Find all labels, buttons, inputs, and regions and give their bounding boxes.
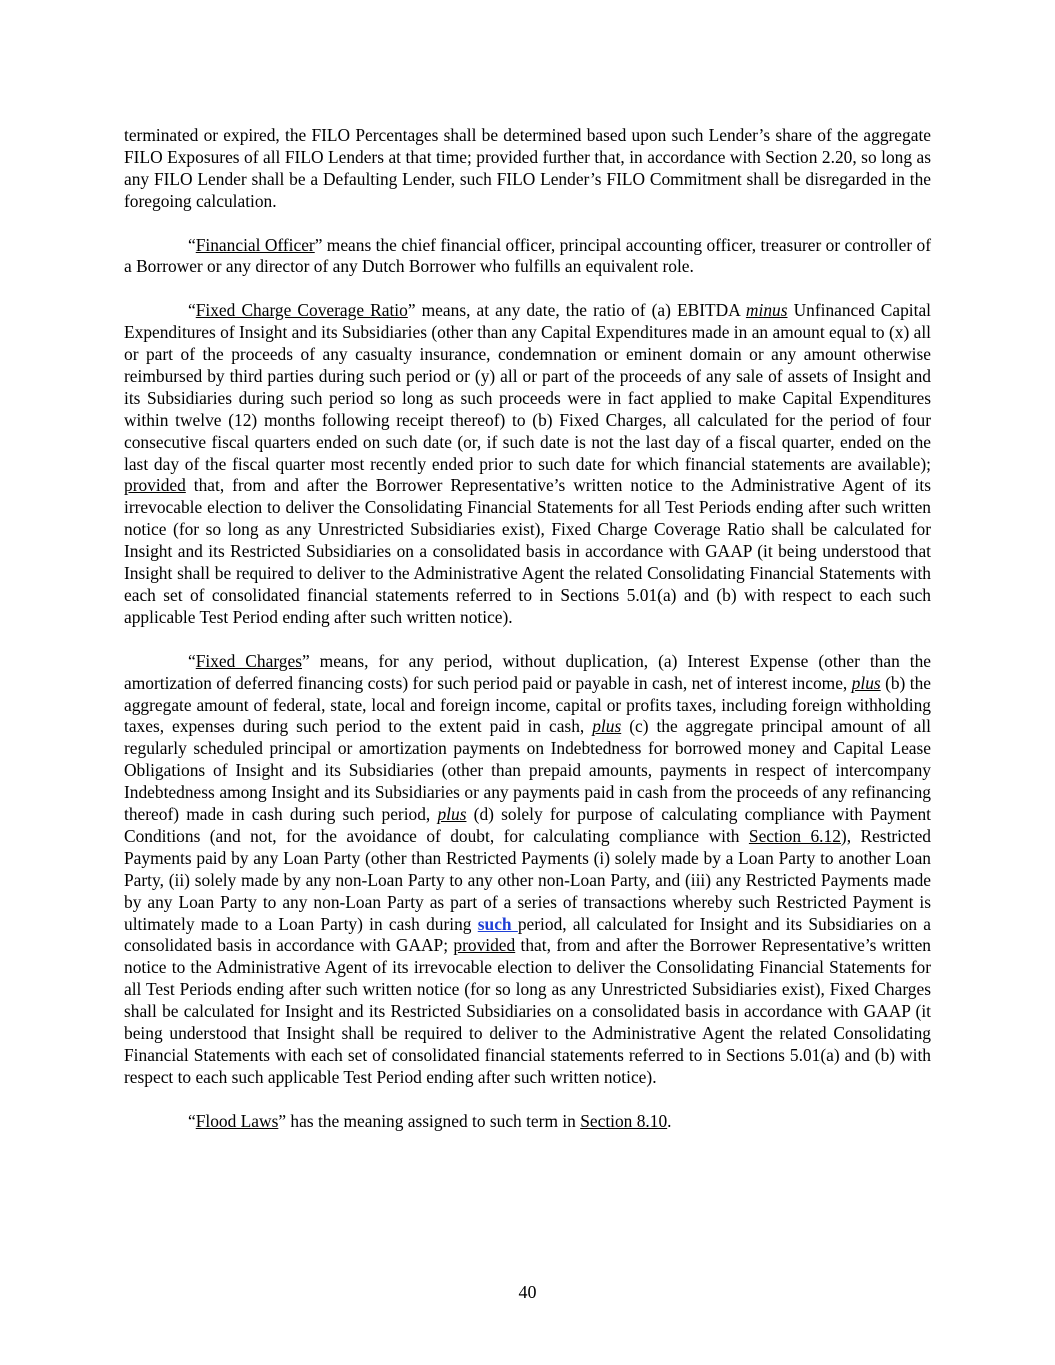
definition-text: period, all calculated for Insight and its Subsidiaries on a consolidated basis in accordance with GAAP; (124, 913, 931, 956)
definition-financial-officer (124, 235, 931, 279)
definition-text: (d) solely for purpose of calculating compliance with Payment Conditions (and not, for the avoidance of doubt, for calculating compliance with (124, 804, 931, 846)
continuation-text: terminated or expired, the FILO Percentages shall be determined based upon such Lender’s share of the aggregate FILO Exposures of all FILO Lenders at that time; provided further that, in accordance with Section 2.20, so long as any FILO Lender shall be a Defaulting Lender, such FILO Lender’s FILO Commitment shall be disregarded in the foregoing calculation. (124, 125, 931, 211)
document-body (124, 125, 931, 1155)
definition-text: (c) the aggregate principal amount of all regularly scheduled principal or amortization payments on Indebtedness for borrowed money and Capital Lease Obligations of Insight and its Subsidiaries (other than prepaid amounts, payments in respect of intercompany Indebtedness among Insight and its Subsidiaries or any payments paid in cash from the proceeds of any refinancing thereof) made in cash during such period, (124, 716, 931, 825)
definition-fixed-charges (124, 651, 931, 1089)
plus-emphasis: plus (851, 672, 881, 693)
continuation-paragraph (124, 125, 931, 213)
definition-fixed-charge-coverage-ratio (124, 300, 931, 629)
open-quote: “ (188, 650, 196, 671)
definition-text: ” means the chief financial officer, principal accounting officer, treasurer or controller of a Borrower or any director of any Dutch Borrower who fulfills an equivalent role. (124, 234, 932, 277)
open-quote: “ (188, 234, 196, 255)
plus-emphasis: plus (437, 804, 467, 825)
definition-text: ” has the meaning assigned to such term in (278, 1110, 581, 1131)
definition-flood-laws (124, 1111, 931, 1133)
definition-text: ” means, for any period, without duplication, (a) Interest Expense (other than the amortization of deferred financing costs) for such period paid or payable in cash, net of interest income, (124, 650, 931, 693)
definition-text: Unfinanced Capital Expenditures of Insight and its Subsidiaries (other than any Capital Expenditures made in an amount equal to (x) all or part of the proceeds of any casualty insurance, condemnation or eminent domain or any amount otherwise reimbursed by third parties during such period or (y) all or part of the proceeds of any sale of assets of Insight and its Subsidiaries during such period so long as such proceeds were in fact applied to make Capital Expenditures within twelve (12) months following receipt thereof) to (b) Fixed Charges, all calculated for the period of four consecutive fiscal quarters ended on such date (or, if such date is not the last day of a fiscal quarter, ended on the last day of the fiscal quarter most recently ended prior to such date for which financial statements are available); (124, 300, 932, 474)
provided-emphasis: provided (453, 935, 516, 956)
section-reference-link[interactable]: Section 8.10 (580, 1110, 668, 1131)
defined-term: Financial Officer (195, 234, 315, 255)
plus-emphasis: plus (592, 716, 622, 737)
page-number: 40 (518, 1282, 537, 1302)
provided-emphasis: provided (124, 475, 186, 496)
open-quote: “ (188, 1110, 196, 1131)
section-reference-link[interactable]: Section 6.12 (748, 825, 841, 846)
definition-text: . (667, 1110, 672, 1131)
defined-term: Fixed Charge Coverage Ratio (195, 300, 408, 321)
defined-term: Flood Laws (195, 1110, 279, 1131)
definition-text: ), Restricted Payments paid by any Loan Party (other than Restricted Payments (i) solely made by a Loan Party to another Loan Party, (ii) solely made by any non-Loan Party to any other non-Loan Party, and (iii) any Restricted Payments made by any Loan Party to any non-Loan Party as part of a series of transactions whereby such Restricted Payment is ultimately made to a Loan Party) in cash during (124, 825, 931, 934)
minus-emphasis: minus (745, 300, 788, 321)
definition-text: that, from and after the Borrower Representative’s written notice to the Administrative Agent of its irrevocable election to deliver the Consolidating Financial Statements for all Test Periods ending after such written notice (for so long as any Unrestricted Subsidiaries exist), Fixed Charge Coverage Ratio shall be calculated for Insight and its Restricted Subsidiaries on a consolidated basis in accordance with GAAP (it being understood that Insight shall be required to deliver to the Administrative Agent the related Consolidating Financial Statements with each set of consolidated financial statements referred to in Sections 5.01(a) and (b) with respect to each such applicable Test Period ending after such written notice). (124, 475, 931, 627)
definition-text: (b) the aggregate amount of federal, state, local and foreign income, capital or profits taxes, including foreign withholding taxes, expenses during such period to the extent paid in cash, (124, 672, 931, 737)
highlighted-link[interactable]: such (477, 913, 518, 934)
defined-term: Fixed Charges (195, 650, 302, 671)
definition-text: that, from and after the Borrower Representative’s written notice to the Administrative Agent of its irrevocable election to deliver the Consolidating Financial Statements for all Test Periods ending after such written notice (for so long as any Unrestricted Subsidiaries exist), Fixed Charges shall be calculated for Insight and its Restricted Subsidiaries on a consolidated basis in accordance with GAAP (it being understood that Insight shall be required to deliver to the Administrative Agent the related Consolidating Financial Statements with each set of consolidated financial statements referred to in Sections 5.01(a) and (b) with respect to each such applicable Test Period ending after such written notice). (124, 935, 932, 1087)
definition-text: ” means, at any date, the ratio of (a) EBITDA (407, 300, 746, 321)
open-quote: “ (188, 300, 196, 321)
